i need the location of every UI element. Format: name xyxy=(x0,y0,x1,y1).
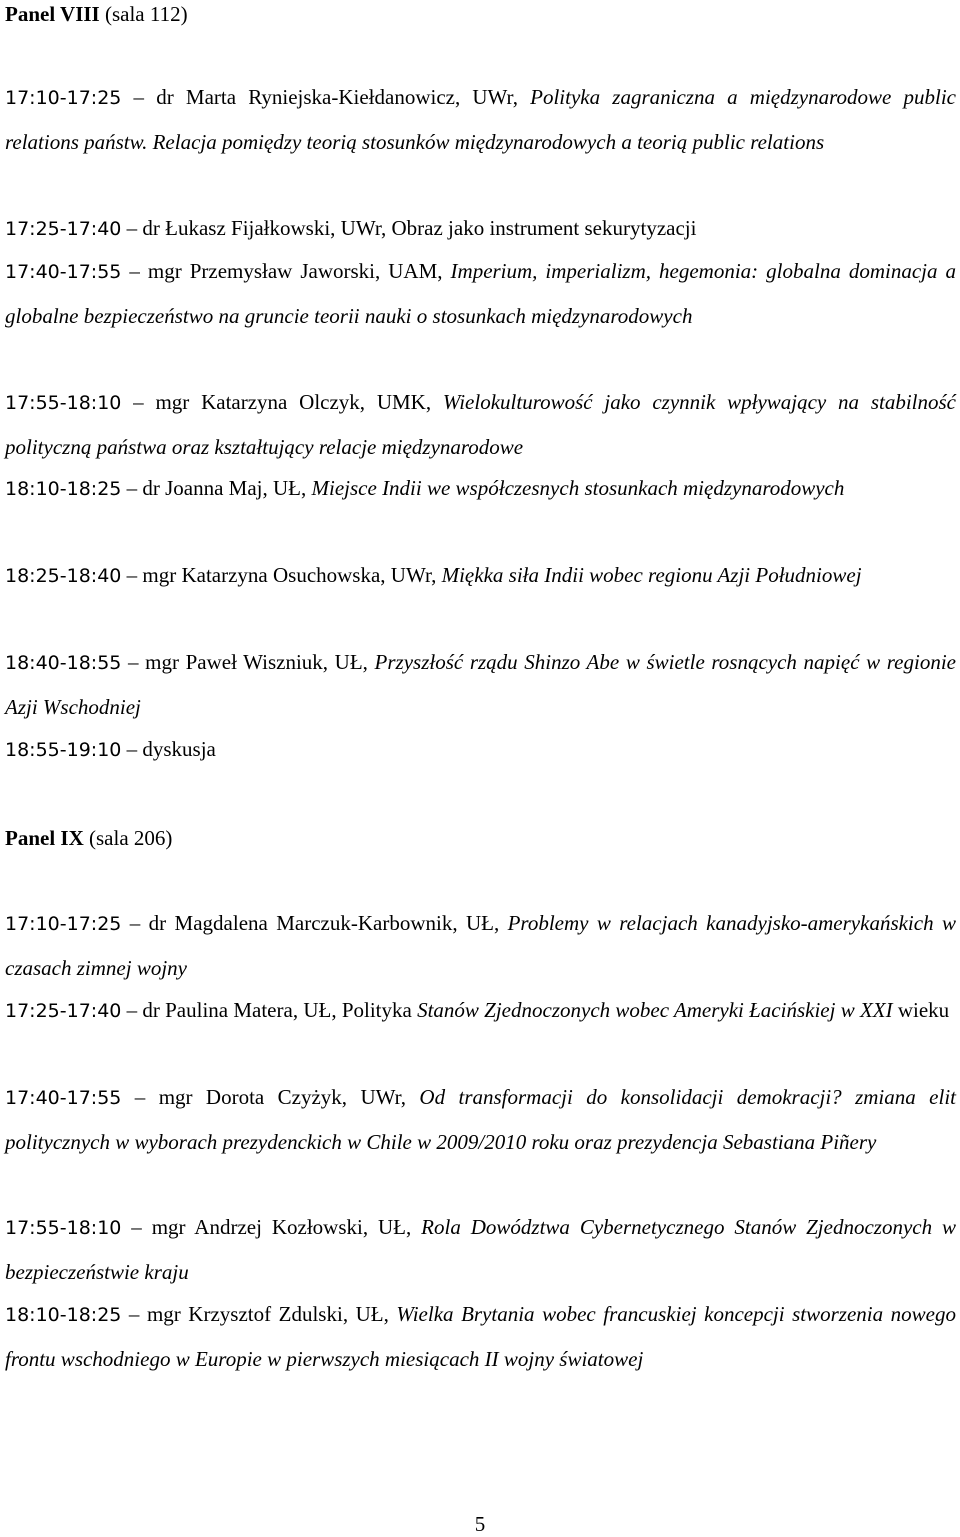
entry-title: Przyszłość rządu Shinzo Abe w świetle rosnących napięć w regionie Azji Wschodniej xyxy=(5,650,956,719)
entry-title: Stanów Zjednoczonych wobec Ameryki Łacińskiej w XXI xyxy=(417,998,893,1022)
entry-title: Polityka zagraniczna a międzynarodowe public relations państw. Relacja pomiędzy teorią stosunków międzynarodowych a teorią public relations xyxy=(5,85,956,154)
schedule-entry xyxy=(5,76,956,164)
entry-title: Wielokulturowość jako czynnik wpływający na stabilność polityczną państwa oraz kształtujący relacje międzynarodowe xyxy=(5,390,956,459)
panel-label: Panel VIII xyxy=(5,2,100,26)
panel-heading xyxy=(5,0,188,29)
schedule-entry xyxy=(5,207,956,252)
entry-speaker: – mgr Przemysław Jaworski, UAM, xyxy=(121,259,451,283)
entry-speaker: – mgr Dorota Czyżyk, UWr, xyxy=(121,1085,420,1109)
entry-title: Od transformacji do konsolidacji demokracji? zmiana elit politycznych w wyborach prezydenckich w Chile w 2009/2010 roku oraz prezydencja Sebastiana Piñery xyxy=(5,1085,956,1154)
entry-title: Problemy w relacjach kanadyjsko-amerykańskich w czasach zimnej wojny xyxy=(5,911,956,980)
entry-speaker: – mgr Andrzej Kozłowski, UŁ, xyxy=(121,1215,422,1239)
entry-time: 17:55-18:10 xyxy=(5,392,122,414)
entry-suffix: wieku xyxy=(892,998,950,1022)
entry-time: 18:25-18:40 xyxy=(5,565,122,587)
entry-speaker: – mgr Krzysztof Zdulski, UŁ, xyxy=(121,1302,397,1326)
entry-time: 18:10-18:25 xyxy=(5,478,122,500)
schedule-entry xyxy=(5,554,956,599)
schedule-entry xyxy=(5,1076,956,1164)
schedule-entry xyxy=(5,1206,956,1294)
entry-title: Rola Dowództwa Cybernetycznego Stanów Zjednoczonych w bezpieczeństwie kraju xyxy=(5,1215,956,1284)
schedule-entry xyxy=(5,381,956,469)
entry-speaker: – dr Marta Ryniejska-Kiełdanowicz, UWr, xyxy=(121,85,531,109)
entry-speaker: – dr Magdalena Marczuk-Karbownik, UŁ, xyxy=(121,911,508,935)
panel-heading xyxy=(5,824,172,853)
entry-title: Miękka siła Indii wobec regionu Azji Południowej xyxy=(441,563,862,587)
panel-room: (sala 206) xyxy=(89,826,173,850)
entry-time: 17:40-17:55 xyxy=(5,1087,122,1109)
entry-time: 17:25-17:40 xyxy=(5,218,122,240)
schedule-entry xyxy=(5,250,956,338)
page-number: 5 xyxy=(474,1512,486,1536)
entry-title: Miejsce Indii we współczesnych stosunkach międzynarodowych xyxy=(311,476,845,500)
entry-time: 18:55-19:10 xyxy=(5,739,122,761)
panel-label: Panel IX xyxy=(5,826,84,850)
schedule-entry xyxy=(5,728,956,773)
entry-speaker: – mgr Katarzyna Olczyk, UMK, xyxy=(121,390,443,414)
entry-speaker: – dr Joanna Maj, UŁ, xyxy=(121,476,312,500)
schedule-entry xyxy=(5,989,956,1034)
entry-speaker: – dr Łukasz Fijałkowski, UWr, Obraz jako instrument sekurytyzacji xyxy=(121,216,697,240)
schedule-entry xyxy=(5,1293,956,1381)
entry-speaker: – dyskusja xyxy=(121,737,216,761)
entry-time: 17:25-17:40 xyxy=(5,1000,122,1022)
entry-time: 17:10-17:25 xyxy=(5,87,122,109)
entry-time: 17:55-18:10 xyxy=(5,1217,122,1239)
schedule-entry xyxy=(5,641,956,729)
entry-time: 17:40-17:55 xyxy=(5,261,122,283)
entry-time: 18:40-18:55 xyxy=(5,652,122,674)
schedule-entry xyxy=(5,902,956,990)
entry-title: Wielka Brytania wobec francuskiej koncepcji stworzenia nowego frontu wschodniego w Europie w pierwszych miesiącach II wojny światowej xyxy=(5,1302,956,1371)
entry-speaker: – dr Paulina Matera, UŁ, Polityka xyxy=(121,998,418,1022)
entry-speaker: – mgr Paweł Wiszniuk, UŁ, xyxy=(121,650,375,674)
schedule-entry xyxy=(5,467,956,512)
entry-title: Imperium, imperializm, hegemonia: globalna dominacja a globalne bezpieczeństwo na gruncie teorii nauki o stosunkach międzynarodowych xyxy=(5,259,956,328)
entry-time: 17:10-17:25 xyxy=(5,913,122,935)
panel-room: (sala 112) xyxy=(104,2,188,26)
entry-time: 18:10-18:25 xyxy=(5,1304,122,1326)
entry-speaker: – mgr Katarzyna Osuchowska, UWr, xyxy=(121,563,442,587)
